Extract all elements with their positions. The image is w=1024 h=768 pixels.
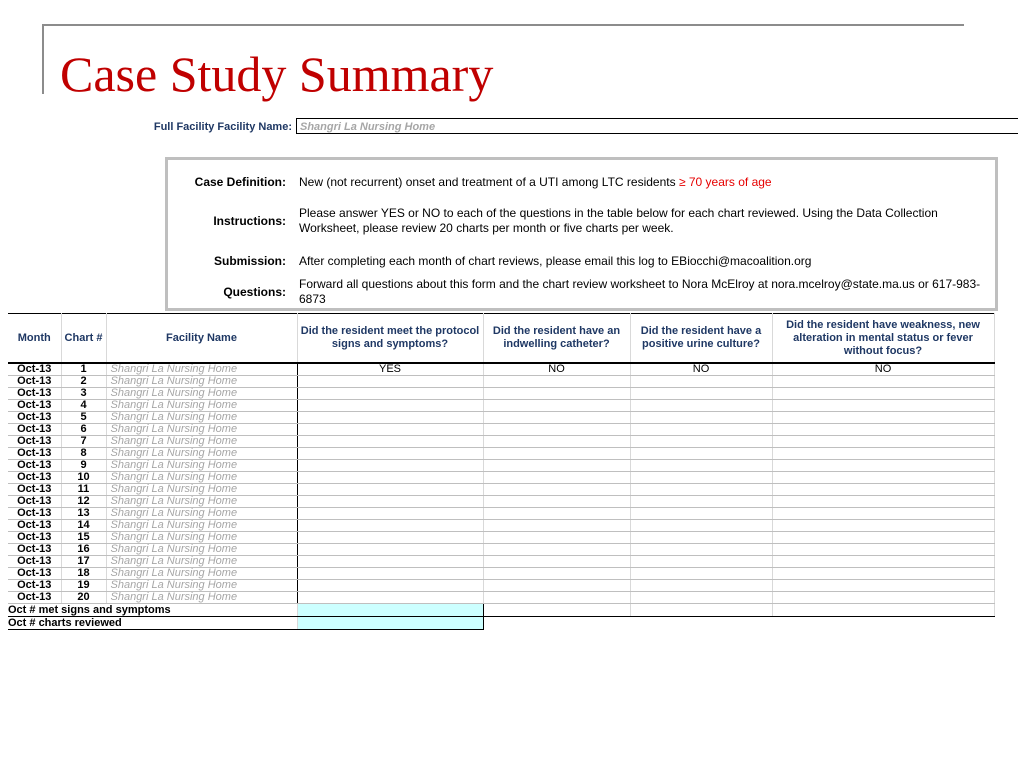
summary-label-met: Oct # met signs and symptoms — [8, 604, 297, 617]
chart-number-cell: 6 — [61, 424, 106, 436]
case-definition-text — [299, 175, 989, 190]
col-header-chart: Chart # — [61, 314, 106, 364]
month-cell: Oct-13 — [8, 496, 61, 508]
answer-catheter-cell[interactable]: NO — [483, 363, 630, 376]
case-definition-body: New (not recurrent) onset and treatment of a UTI among LTC residents — [299, 175, 679, 189]
summary-empty-cell — [630, 617, 772, 630]
summary-cell[interactable] — [483, 604, 630, 617]
table-row — [8, 568, 994, 580]
answer-signs-cell[interactable] — [297, 496, 483, 508]
col-header-q4: Did the resident have weakness, new alteration in mental status or fever without focus? — [772, 314, 994, 364]
chart-number-cell: 5 — [61, 412, 106, 424]
table-row — [8, 436, 994, 448]
answer-weakness-cell[interactable] — [772, 400, 994, 412]
facility-name-cell[interactable]: Shangri La Nursing Home — [106, 388, 297, 400]
answer-culture-cell[interactable] — [630, 436, 772, 448]
answer-catheter-cell[interactable] — [483, 496, 630, 508]
summary-label-reviewed: Oct # charts reviewed — [8, 617, 297, 630]
chart-number-cell: 7 — [61, 436, 106, 448]
chart-number-cell: 17 — [61, 556, 106, 568]
answer-weakness-cell[interactable] — [772, 580, 994, 592]
month-cell: Oct-13 — [8, 556, 61, 568]
answer-culture-cell[interactable] — [630, 580, 772, 592]
facility-name-cell[interactable]: Shangri La Nursing Home — [106, 508, 297, 520]
answer-weakness-cell[interactable] — [772, 376, 994, 388]
table-row — [8, 424, 994, 436]
facility-name-cell[interactable]: Shangri La Nursing Home — [106, 556, 297, 568]
chart-number-cell: 9 — [61, 460, 106, 472]
answer-weakness-cell[interactable] — [772, 496, 994, 508]
summary-cell[interactable] — [772, 604, 994, 617]
col-header-q3: Did the resident have a positive urine culture? — [630, 314, 772, 364]
month-cell: Oct-13 — [8, 388, 61, 400]
facility-name-label: Full Facility Facility Name: — [153, 121, 292, 133]
col-header-month: Month — [8, 314, 61, 364]
chart-number-cell: 12 — [61, 496, 106, 508]
col-header-q2: Did the resident have an indwelling catheter? — [483, 314, 630, 364]
facility-name-cell[interactable]: Shangri La Nursing Home — [106, 448, 297, 460]
table-row — [8, 388, 994, 400]
answer-signs-cell[interactable] — [297, 388, 483, 400]
answer-signs-cell[interactable]: YES — [297, 363, 483, 376]
facility-name-cell[interactable]: Shangri La Nursing Home — [106, 568, 297, 580]
answer-catheter-cell[interactable] — [483, 520, 630, 532]
facility-name-cell[interactable]: Shangri La Nursing Home — [106, 580, 297, 592]
facility-name-cell[interactable]: Shangri La Nursing Home — [106, 424, 297, 436]
chart-number-cell: 8 — [61, 448, 106, 460]
answer-culture-cell[interactable] — [630, 376, 772, 388]
answer-culture-cell[interactable] — [630, 568, 772, 580]
answer-culture-cell[interactable] — [630, 484, 772, 496]
facility-name-cell[interactable]: Shangri La Nursing Home — [106, 400, 297, 412]
answer-culture-cell[interactable] — [630, 448, 772, 460]
answer-signs-cell[interactable] — [297, 520, 483, 532]
answer-signs-cell[interactable] — [297, 508, 483, 520]
answer-weakness-cell[interactable] — [772, 520, 994, 532]
facility-name-cell[interactable]: Shangri La Nursing Home — [106, 412, 297, 424]
chart-number-cell: 10 — [61, 472, 106, 484]
answer-weakness-cell[interactable] — [772, 436, 994, 448]
answer-signs-cell[interactable] — [297, 376, 483, 388]
facility-name-cell[interactable]: Shangri La Nursing Home — [106, 592, 297, 604]
month-cell: Oct-13 — [8, 592, 61, 604]
chart-review-table — [8, 313, 995, 630]
col-header-q1: Did the resident meet the protocol signs and symptoms? — [297, 314, 483, 364]
answer-weakness-cell[interactable] — [772, 568, 994, 580]
answer-catheter-cell[interactable] — [483, 568, 630, 580]
chart-number-cell: 11 — [61, 484, 106, 496]
answer-catheter-cell[interactable] — [483, 592, 630, 604]
answer-catheter-cell[interactable] — [483, 424, 630, 436]
answer-signs-cell[interactable] — [297, 556, 483, 568]
answer-signs-cell[interactable] — [297, 424, 483, 436]
answer-culture-cell[interactable] — [630, 388, 772, 400]
chart-number-cell: 18 — [61, 568, 106, 580]
month-cell: Oct-13 — [8, 363, 61, 376]
table-row — [8, 448, 994, 460]
submission-text: After completing each month of chart reviews, please email this log to EBiocchi@macoalition.org — [299, 254, 812, 268]
chart-number-cell: 16 — [61, 544, 106, 556]
answer-catheter-cell[interactable] — [483, 508, 630, 520]
answer-culture-cell[interactable] — [630, 544, 772, 556]
facility-name-field[interactable]: Shangri La Nursing Home — [296, 118, 1018, 134]
chart-number-cell: 19 — [61, 580, 106, 592]
table-row — [8, 592, 994, 604]
instructions-text: Please answer YES or NO to each of the questions in the table below for each chart reviewed. Using the Data Collection Worksheet, please review 20 charts per month or five charts per week. — [299, 206, 938, 235]
table-row — [8, 520, 994, 532]
table-row — [8, 400, 994, 412]
answer-signs-cell[interactable] — [297, 484, 483, 496]
facility-name-cell[interactable]: Shangri La Nursing Home — [106, 436, 297, 448]
answer-signs-cell[interactable] — [297, 412, 483, 424]
title-accent-bar — [42, 24, 44, 94]
table-row — [8, 496, 994, 508]
instructions-label: Instructions: — [213, 214, 286, 228]
table-row — [8, 460, 994, 472]
answer-catheter-cell[interactable] — [483, 448, 630, 460]
table-row — [8, 580, 994, 592]
month-cell: Oct-13 — [8, 508, 61, 520]
answer-signs-cell[interactable] — [297, 532, 483, 544]
answer-culture-cell[interactable] — [630, 592, 772, 604]
answer-culture-cell[interactable] — [630, 424, 772, 436]
chart-number-cell: 4 — [61, 400, 106, 412]
answer-signs-cell[interactable] — [297, 472, 483, 484]
answer-culture-cell[interactable]: NO — [630, 363, 772, 376]
answer-signs-cell[interactable] — [297, 460, 483, 472]
answer-culture-cell[interactable] — [630, 508, 772, 520]
table-row — [8, 508, 994, 520]
answer-weakness-cell[interactable] — [772, 484, 994, 496]
facility-name-cell[interactable]: Shangri La Nursing Home — [106, 520, 297, 532]
worksheet — [8, 117, 1024, 728]
summary-reviewed-cell[interactable] — [297, 617, 483, 630]
answer-culture-cell[interactable] — [630, 400, 772, 412]
facility-name-cell[interactable]: Shangri La Nursing Home — [106, 460, 297, 472]
table-row — [8, 472, 994, 484]
summary-met-cell[interactable] — [297, 604, 483, 617]
month-cell: Oct-13 — [8, 568, 61, 580]
answer-culture-cell[interactable] — [630, 460, 772, 472]
month-cell: Oct-13 — [8, 436, 61, 448]
answer-signs-cell[interactable] — [297, 580, 483, 592]
title-divider-line — [42, 24, 964, 26]
answer-weakness-cell[interactable] — [772, 508, 994, 520]
chart-number-cell: 3 — [61, 388, 106, 400]
month-cell: Oct-13 — [8, 532, 61, 544]
chart-number-cell: 15 — [61, 532, 106, 544]
table-row — [8, 484, 994, 496]
month-cell: Oct-13 — [8, 400, 61, 412]
summary-row-reviewed — [8, 617, 994, 630]
answer-culture-cell[interactable] — [630, 520, 772, 532]
case-definition-label: Case Definition: — [194, 175, 286, 189]
facility-name-cell[interactable]: Shangri La Nursing Home — [106, 376, 297, 388]
table-row — [8, 556, 994, 568]
summary-cell[interactable] — [630, 604, 772, 617]
case-definition-age: ≥ 70 years of age — [678, 175, 772, 189]
month-cell: Oct-13 — [8, 460, 61, 472]
table-body — [8, 363, 994, 604]
summary-empty-cell — [772, 617, 994, 630]
answer-signs-cell[interactable] — [297, 400, 483, 412]
questions-label: Questions: — [223, 285, 286, 299]
month-cell: Oct-13 — [8, 472, 61, 484]
answer-weakness-cell[interactable] — [772, 472, 994, 484]
answer-catheter-cell[interactable] — [483, 580, 630, 592]
table-row — [8, 376, 994, 388]
answer-catheter-cell[interactable] — [483, 556, 630, 568]
summary-row-met — [8, 604, 994, 617]
answer-culture-cell[interactable] — [630, 532, 772, 544]
answer-weakness-cell[interactable] — [772, 592, 994, 604]
month-cell: Oct-13 — [8, 520, 61, 532]
chart-number-cell: 13 — [61, 508, 106, 520]
answer-catheter-cell[interactable] — [483, 376, 630, 388]
answer-weakness-cell[interactable] — [772, 412, 994, 424]
answer-catheter-cell[interactable] — [483, 388, 630, 400]
answer-weakness-cell[interactable] — [772, 424, 994, 436]
answer-signs-cell[interactable] — [297, 592, 483, 604]
answer-catheter-cell[interactable] — [483, 436, 630, 448]
month-cell: Oct-13 — [8, 448, 61, 460]
answer-weakness-cell[interactable]: NO — [772, 363, 994, 376]
month-cell: Oct-13 — [8, 412, 61, 424]
table-row — [8, 363, 994, 376]
month-cell: Oct-13 — [8, 484, 61, 496]
answer-catheter-cell[interactable] — [483, 400, 630, 412]
facility-name-cell[interactable]: Shangri La Nursing Home — [106, 532, 297, 544]
facility-name-cell[interactable]: Shangri La Nursing Home — [106, 484, 297, 496]
answer-weakness-cell[interactable] — [772, 532, 994, 544]
chart-number-cell: 20 — [61, 592, 106, 604]
slide-title: Case Study Summary — [60, 46, 494, 102]
table-header-row — [8, 314, 994, 364]
answer-catheter-cell[interactable] — [483, 472, 630, 484]
answer-signs-cell[interactable] — [297, 568, 483, 580]
answer-signs-cell[interactable] — [297, 544, 483, 556]
answer-culture-cell[interactable] — [630, 496, 772, 508]
answer-signs-cell[interactable] — [297, 436, 483, 448]
answer-culture-cell[interactable] — [630, 556, 772, 568]
col-header-facility: Facility Name — [106, 314, 297, 364]
summary-empty-cell — [483, 617, 630, 630]
month-cell: Oct-13 — [8, 376, 61, 388]
answer-culture-cell[interactable] — [630, 472, 772, 484]
answer-weakness-cell[interactable] — [772, 556, 994, 568]
answer-weakness-cell[interactable] — [772, 544, 994, 556]
chart-number-cell: 2 — [61, 376, 106, 388]
facility-name-cell[interactable]: Shangri La Nursing Home — [106, 363, 297, 376]
info-box — [165, 157, 998, 311]
table-row — [8, 412, 994, 424]
month-cell: Oct-13 — [8, 544, 61, 556]
month-cell: Oct-13 — [8, 580, 61, 592]
answer-catheter-cell[interactable] — [483, 544, 630, 556]
answer-catheter-cell[interactable] — [483, 484, 630, 496]
submission-label: Submission: — [213, 254, 286, 268]
answer-catheter-cell[interactable] — [483, 460, 630, 472]
answer-weakness-cell[interactable] — [772, 460, 994, 472]
facility-name-cell[interactable]: Shangri La Nursing Home — [106, 472, 297, 484]
chart-number-cell: 1 — [61, 363, 106, 376]
facility-name-cell[interactable]: Shangri La Nursing Home — [106, 496, 297, 508]
answer-weakness-cell[interactable] — [772, 448, 994, 460]
chart-number-cell: 14 — [61, 520, 106, 532]
facility-name-cell[interactable]: Shangri La Nursing Home — [106, 544, 297, 556]
table-row — [8, 532, 994, 544]
answer-catheter-cell[interactable] — [483, 532, 630, 544]
answer-catheter-cell[interactable] — [483, 412, 630, 424]
questions-text: Forward all questions about this form and the chart review worksheet to Nora McElroy at nora.mcelroy@state.ma.us or 617-983-6873 — [299, 277, 981, 306]
table-row — [8, 544, 994, 556]
answer-weakness-cell[interactable] — [772, 388, 994, 400]
answer-signs-cell[interactable] — [297, 448, 483, 460]
answer-culture-cell[interactable] — [630, 412, 772, 424]
month-cell: Oct-13 — [8, 424, 61, 436]
